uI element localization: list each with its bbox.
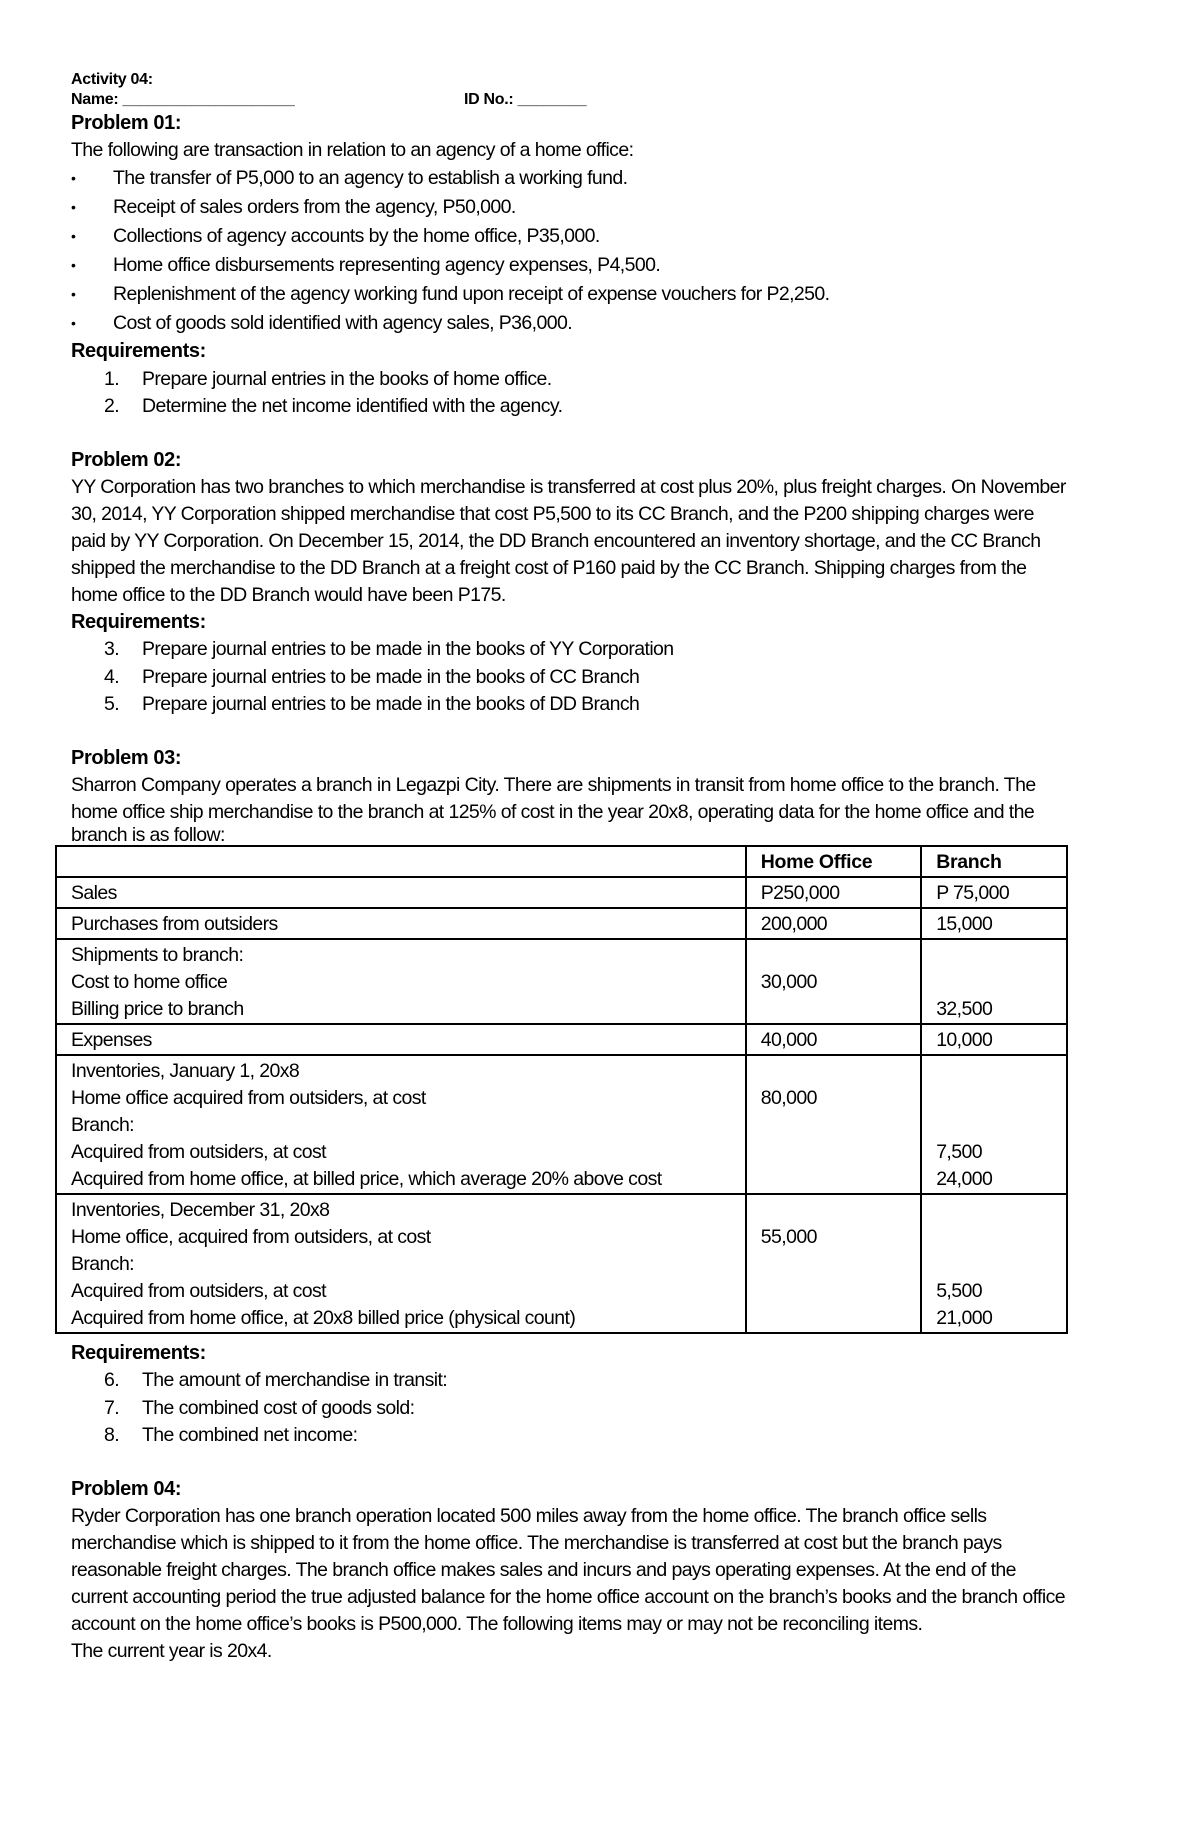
problem-04-title: Problem 04: (71, 1477, 182, 1500)
transaction-item: • Cost of goods sold identified with agency sales, P36,000. (71, 309, 1136, 338)
transaction-item: • Replenishment of the agency working fund upon receipt of expense vouchers for P2,250. (71, 280, 1136, 309)
problem-03 (71, 745, 1136, 1449)
requirement-item: 2. Determine the net income identified with the agency. (104, 394, 563, 417)
activity-title: Activity 04: (71, 71, 153, 88)
requirement-item: 7. The combined cost of goods sold: (104, 1396, 415, 1419)
table-row: Inventories, December 31, 20x8 Home office, acquired from outsiders, at cost Branch: Acquired from outsiders, at cost Acquired from home office, at 20x8 billed price (physical count) 55,000 5,500 21,000 (56, 1194, 1067, 1333)
requirement-item: 5. Prepare journal entries to be made in the books of DD Branch (104, 692, 640, 715)
problem-04-text: Ryder Corporation has one branch operation located 500 miles away from the home office. The branch office sells merchandise which is shipped to it from the home office. The merchandise is transferred at cost but the branch pays reasonable freight charges. The branch office makes sales and incurs and pays operating expenses. At the end of the current accounting period the true adjusted balance for the home office account on the branch’s books and the branch office account on the home office’s books is P500,000. The following items may or may not be reconciling items. The current year is 20x4. (71, 1505, 1065, 1663)
problem-03-title: Problem 03: (71, 746, 182, 769)
problem-01 (71, 110, 1136, 420)
table-header-blank (56, 846, 746, 877)
problem-01-requirements-title: Requirements: (71, 340, 206, 363)
problem-01-intro: The following are transaction in relation to an agency of a home office: (71, 139, 634, 162)
transaction-item: • Collections of agency accounts by the home office, P35,000. (71, 222, 1136, 251)
requirement-item: 8. The combined net income: (104, 1423, 358, 1446)
bullet-icon: • (71, 286, 76, 303)
requirement-item: 6. The amount of merchandise in transit: (104, 1369, 448, 1392)
bullet-icon: • (71, 228, 76, 245)
table-row: Inventories, January 1, 20x8 Home office acquired from outsiders, at cost Branch: Acquired from outsiders, at cost Acquired from home office, at billed price, which average 20% above cost 80,000 7,500 24,000 (56, 1055, 1067, 1194)
problem-02 (71, 447, 1136, 718)
id-field-label: ID No.: ________ (464, 91, 587, 108)
table-row: Purchases from outsiders 200,000 15,000 (56, 908, 1067, 939)
problem-02-text: YY Corporation has two branches to which merchandise is transferred at cost plus 20%, plus freight charges. On November 30, 2014, YY Corporation shipped merchandise that cost P5,500 to its CC Branch, and the P200 shipping charges were paid by YY Corporation. On December 15, 2014, the DD Branch encountered an inventory shortage, and the CC Branch shipped the merchandise to the DD Branch at a freight cost of P160 paid by the CC Branch. Shipping charges from the home office to the DD Branch would have been P175. (71, 476, 1066, 607)
table-header-row (56, 846, 1067, 877)
requirement-item: 1. Prepare journal entries in the books of home office. (104, 367, 552, 390)
problem-01-requirements (71, 366, 1136, 420)
bullet-icon: • (71, 257, 76, 274)
name-id-row (71, 90, 1136, 110)
operating-data-table (55, 845, 1068, 1334)
problem-03-requirements (71, 1367, 1136, 1449)
column-header-home-office: Home Office (746, 846, 921, 877)
bullet-icon: • (71, 170, 76, 187)
table-row: Sales P250,000 P 75,000 (56, 877, 1067, 908)
table-row: Shipments to branch: Cost to home office Billing price to branch 30,000 32,500 (56, 939, 1067, 1024)
problem-03-text: Sharron Company operates a branch in Legazpi City. There are shipments in transit from home office to the branch. The home office ship merchandise to the branch at 125% of cost in the year 20x8, operating data for the home office and the branch is as follow: (71, 774, 1036, 847)
problem-01-title: Problem 01: (71, 112, 182, 134)
requirement-item: 3. Prepare journal entries to be made in the books of YY Corporation (104, 638, 674, 661)
column-header-branch: Branch (921, 846, 1067, 877)
transaction-item: • The transfer of P5,000 to an agency to establish a working fund. (71, 164, 1136, 193)
problem-02-title: Problem 02: (71, 448, 182, 471)
transaction-item: • Receipt of sales orders from the agency, P50,000. (71, 193, 1136, 222)
activity-document (71, 70, 1136, 1665)
problem-02-requirements-title: Requirements: (71, 611, 206, 634)
problem-03-requirements-title: Requirements: (71, 1342, 206, 1365)
problem-02-requirements (71, 636, 1136, 718)
bullet-icon: • (71, 315, 76, 332)
transaction-item: • Home office disbursements representing agency expenses, P4,500. (71, 251, 1136, 280)
table-row: Expenses 40,000 10,000 (56, 1024, 1067, 1055)
problem-04 (71, 1476, 1136, 1665)
problem-01-transactions (71, 164, 1136, 338)
requirement-item: 4. Prepare journal entries to be made in the books of CC Branch (104, 665, 640, 688)
name-field-label: Name: ____________________ (71, 91, 295, 108)
bullet-icon: • (71, 199, 76, 216)
